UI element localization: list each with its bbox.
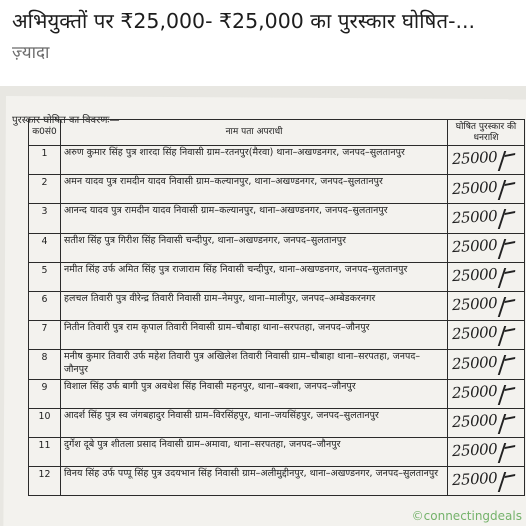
row-amount: 25000 (451, 264, 498, 286)
row-serial: 5 (29, 262, 61, 291)
row-serial: 12 (29, 467, 61, 496)
table-row (29, 233, 525, 262)
row-amount: 25000 (451, 323, 498, 344)
tick-mark-icon (498, 355, 518, 375)
table-row (29, 291, 525, 320)
row-serial: 7 (29, 321, 61, 350)
row-amount-cell (448, 262, 525, 291)
row-amount: 25000 (451, 352, 498, 373)
row-name-address: विनय सिंह उर्फ पप्पू सिंह पुत्र उदयभान सिंह निवासी ग्राम–अलीमुद्दीनपुर, थाना–अखण्डनगर, जनपद–सुलतानपुर (61, 467, 448, 496)
tick-mark-icon (498, 414, 518, 434)
tick-mark-icon (498, 443, 518, 463)
row-amount: 25000 (451, 410, 498, 432)
table-row (29, 262, 525, 291)
tick-mark-icon (498, 268, 518, 288)
row-amount: 25000 (451, 148, 498, 169)
row-amount-cell (448, 379, 525, 408)
table-row (29, 350, 525, 379)
watermark: ©connectingdeals (411, 509, 522, 523)
row-amount-cell (448, 233, 525, 262)
row-name-address: अमन यादव पुत्र रामदीन यादव निवासी ग्राम–कल्यानपुर, थाना–अखण्डनगर, जनपद–सुलतानपुर (61, 175, 448, 204)
reward-table (28, 119, 525, 496)
row-amount: 25000 (451, 177, 498, 198)
row-name-address: हलचल तिवारी पुत्र वीरेन्द्र तिवारी निवासी ग्राम–नेमपुर, थाना–मालीपुर, जनपद–अम्बेडकरनगर (61, 291, 448, 320)
table-row (29, 175, 525, 204)
post-header (0, 0, 526, 86)
row-serial: 4 (29, 233, 61, 262)
table-body (29, 146, 525, 496)
row-amount: 25000 (451, 294, 498, 315)
row-amount-cell (448, 291, 525, 320)
table-row (29, 379, 525, 408)
row-name-address: नमीत सिंह उर्फ अमित सिंह पुत्र राजाराम सिंह निवासी चन्दीपुर, थाना–अखण्डनगर, जनपद–सुलतानपुर (61, 262, 448, 291)
row-name-address: अरुण कुमार सिंह पुत्र शारदा सिंह निवासी ग्राम–रतनपुर(मैरवा) थाना–अखण्डनगर, जनपद–सुलतानपुर (61, 146, 448, 175)
row-serial: 8 (29, 350, 61, 379)
header-serial: क0सं0 (29, 120, 61, 146)
header-reward-amount: घोषित पुरस्कार की धनराशि (448, 120, 525, 146)
table-row (29, 408, 525, 437)
tick-mark-icon (498, 180, 518, 200)
row-name-address: विशाल सिंह उर्फ बागी पुत्र अवधेश सिंह निवासी महनपुर, थाना–बक्शा, जनपद–जौनपुर (61, 379, 448, 408)
table-caption: पुरस्कार घोषित का विवरणः— (12, 115, 120, 126)
tick-mark-icon (498, 151, 518, 171)
row-name-address: आदर्श सिंह पुत्र स्व जंगबहादुर निवासी ग्राम–विरसिंहपुर, थाना–जयसिंहपुर, जनपद–सुलतानपुर (61, 408, 448, 437)
row-serial: 3 (29, 204, 61, 233)
row-amount-cell (448, 408, 525, 437)
row-serial: 6 (29, 291, 61, 320)
tick-mark-icon (498, 209, 518, 229)
tick-mark-icon (498, 297, 518, 317)
row-amount: 25000 (451, 469, 498, 490)
tick-mark-icon (498, 472, 518, 492)
row-amount-cell (448, 321, 525, 350)
table-header-row (29, 120, 525, 146)
row-amount: 25000 (451, 440, 498, 461)
row-name-address: मनीष कुमार तिवारी उर्फ महेश तिवारी पुत्र अखिलेश तिवारी निवासी ग्राम–चौबाहा थाना–सरपतहा, जनपद–जौनपुर (61, 350, 448, 379)
row-amount: 25000 (451, 235, 498, 257)
table-row (29, 146, 525, 175)
row-amount-cell (448, 467, 525, 496)
row-serial: 11 (29, 437, 61, 466)
row-name-address: दुर्गेश दूबे पुत्र शीतला प्रसाद निवासी ग्राम–अमावा, थाना–सरपतहा, जनपद–जौनपुर (61, 437, 448, 466)
row-serial: 2 (29, 175, 61, 204)
tick-mark-icon (498, 239, 518, 259)
table-row (29, 321, 525, 350)
row-amount-cell (448, 350, 525, 379)
tick-mark-icon (498, 385, 518, 405)
row-amount-cell (448, 146, 525, 175)
row-serial: 1 (29, 146, 61, 175)
row-amount-cell (448, 437, 525, 466)
row-serial: 9 (29, 379, 61, 408)
row-name-address: सतीश सिंह पुत्र गिरीश सिंह निवासी चन्दीपुर, थाना–अखण्डनगर, जनपद–सुलतानपुर (61, 233, 448, 262)
row-serial: 10 (29, 408, 61, 437)
header-name-address: नाम पता अपराधी (61, 120, 448, 146)
row-amount: 25000 (451, 206, 498, 227)
see-more-link[interactable]: ज़्यादा (12, 43, 50, 63)
table-row (29, 467, 525, 496)
post-headline[interactable]: अभियुक्तों पर ₹25,000- ₹25,000 का पुरस्कार घोषित-... (12, 9, 476, 33)
row-name-address: नितीन तिवारी पुत्र राम कृपाल तिवारी निवासी ग्राम–चौबाहा थाना–सरपतहा, जनपद–जौनपुर (61, 321, 448, 350)
table-row (29, 437, 525, 466)
tick-mark-icon (498, 326, 518, 346)
row-amount-cell (448, 204, 525, 233)
row-amount-cell (448, 175, 525, 204)
row-amount: 25000 (451, 381, 498, 403)
row-name-address: आनन्द यादव पुत्र रामदीन यादव निवासी ग्राम–कल्यानपुर, थाना–अखण्डनगर, जनपद–सुलतानपुर (61, 204, 448, 233)
table-row (29, 204, 525, 233)
